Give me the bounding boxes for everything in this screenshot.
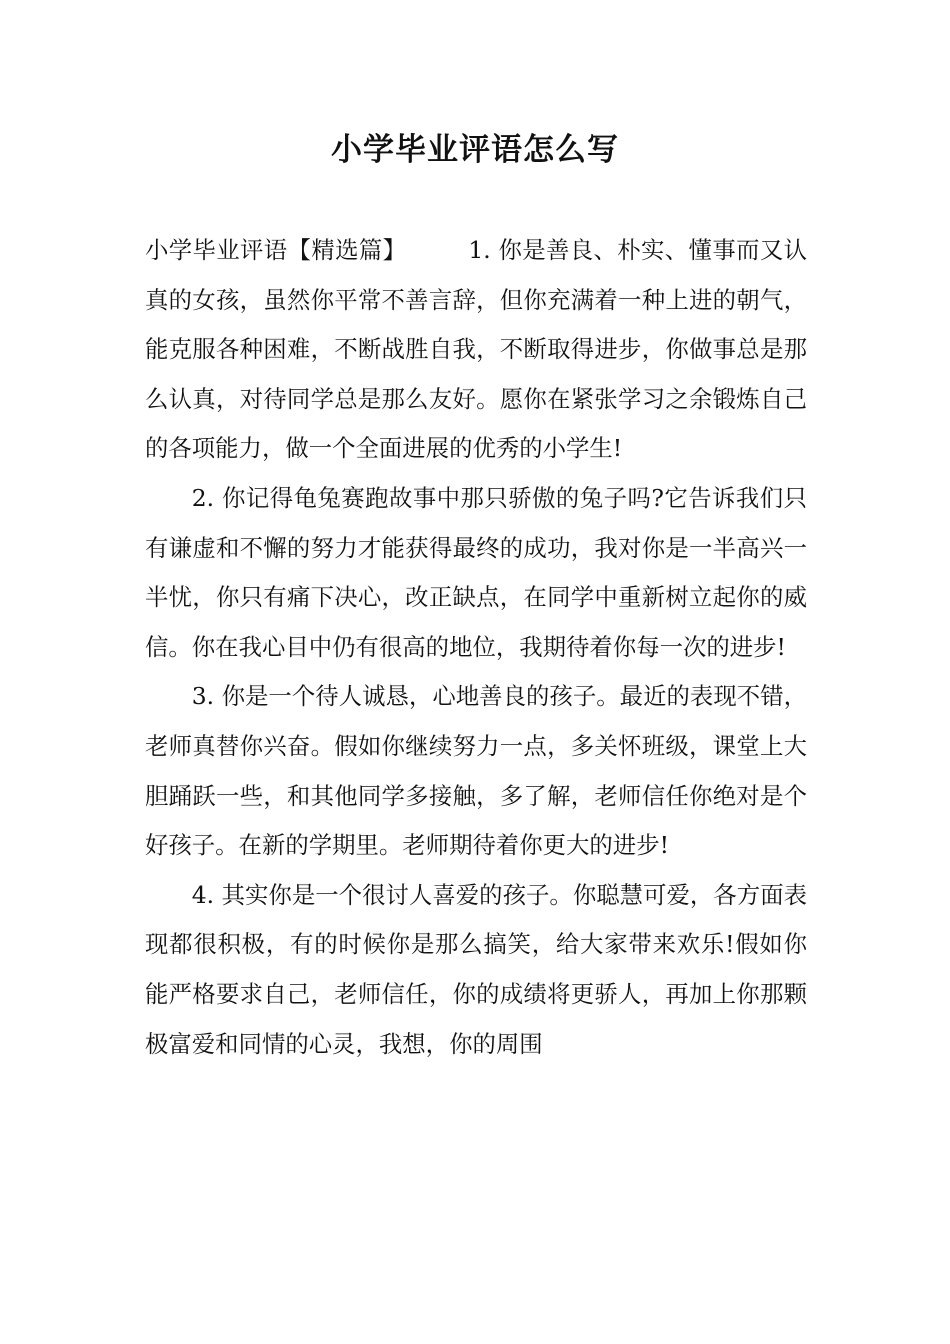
paragraph-1-text: 1. 你是善良、朴实、懂事而又认真的女孩，虽然你平常不善言辞，但你充满着一种上进的朝气，能克服各种困难，不断战胜自我，不断取得进步，你做事总是那么认真，对待同学总是那么友好。愿你在紧张学习之余锻炼自己的各项能力，做一个全面进展的优秀的小学生! bbox=[145, 236, 807, 463]
paragraph-4: 4. 其实你是一个很讨人喜爱的孩子。你聪慧可爱，各方面表现都很积极，有的时候你是那么搞笑，给大家带来欢乐!假如你能严格要求自己，老师信任，你的成绩将更骄人，再加上你那颗极富爱和同情的心灵，我想，你的周围 bbox=[145, 880, 807, 1058]
paragraph-3: 3. 你是一个待人诚恳，心地善良的孩子。最近的表现不错，老师真替你兴奋。假如你继续努力一点，多关怀班级，课堂上大胆踊跃一些，和其他同学多接触，多了解，老师信任你绝对是个好孩子。在新的学期里。老师期待着你更大的进步! bbox=[145, 682, 807, 860]
document-title: 小学毕业评语怎么写 bbox=[331, 132, 619, 168]
paragraph-2: 2. 你记得龟兔赛跑故事中那只骄傲的兔子吗?它告诉我们只有谦虚和不懈的努力才能获得最终的成功，我对你是一半高兴一半忧，你只有痛下决心，改正缺点，在同学中重新树立起你的威信。你在我心目中仍有很高的地位，我期待着你每一次的进步! bbox=[145, 483, 807, 661]
section-heading: 小学毕业评语【精选篇】 bbox=[145, 236, 407, 264]
paragraph-1 bbox=[145, 226, 807, 474]
document-body bbox=[145, 226, 807, 1069]
